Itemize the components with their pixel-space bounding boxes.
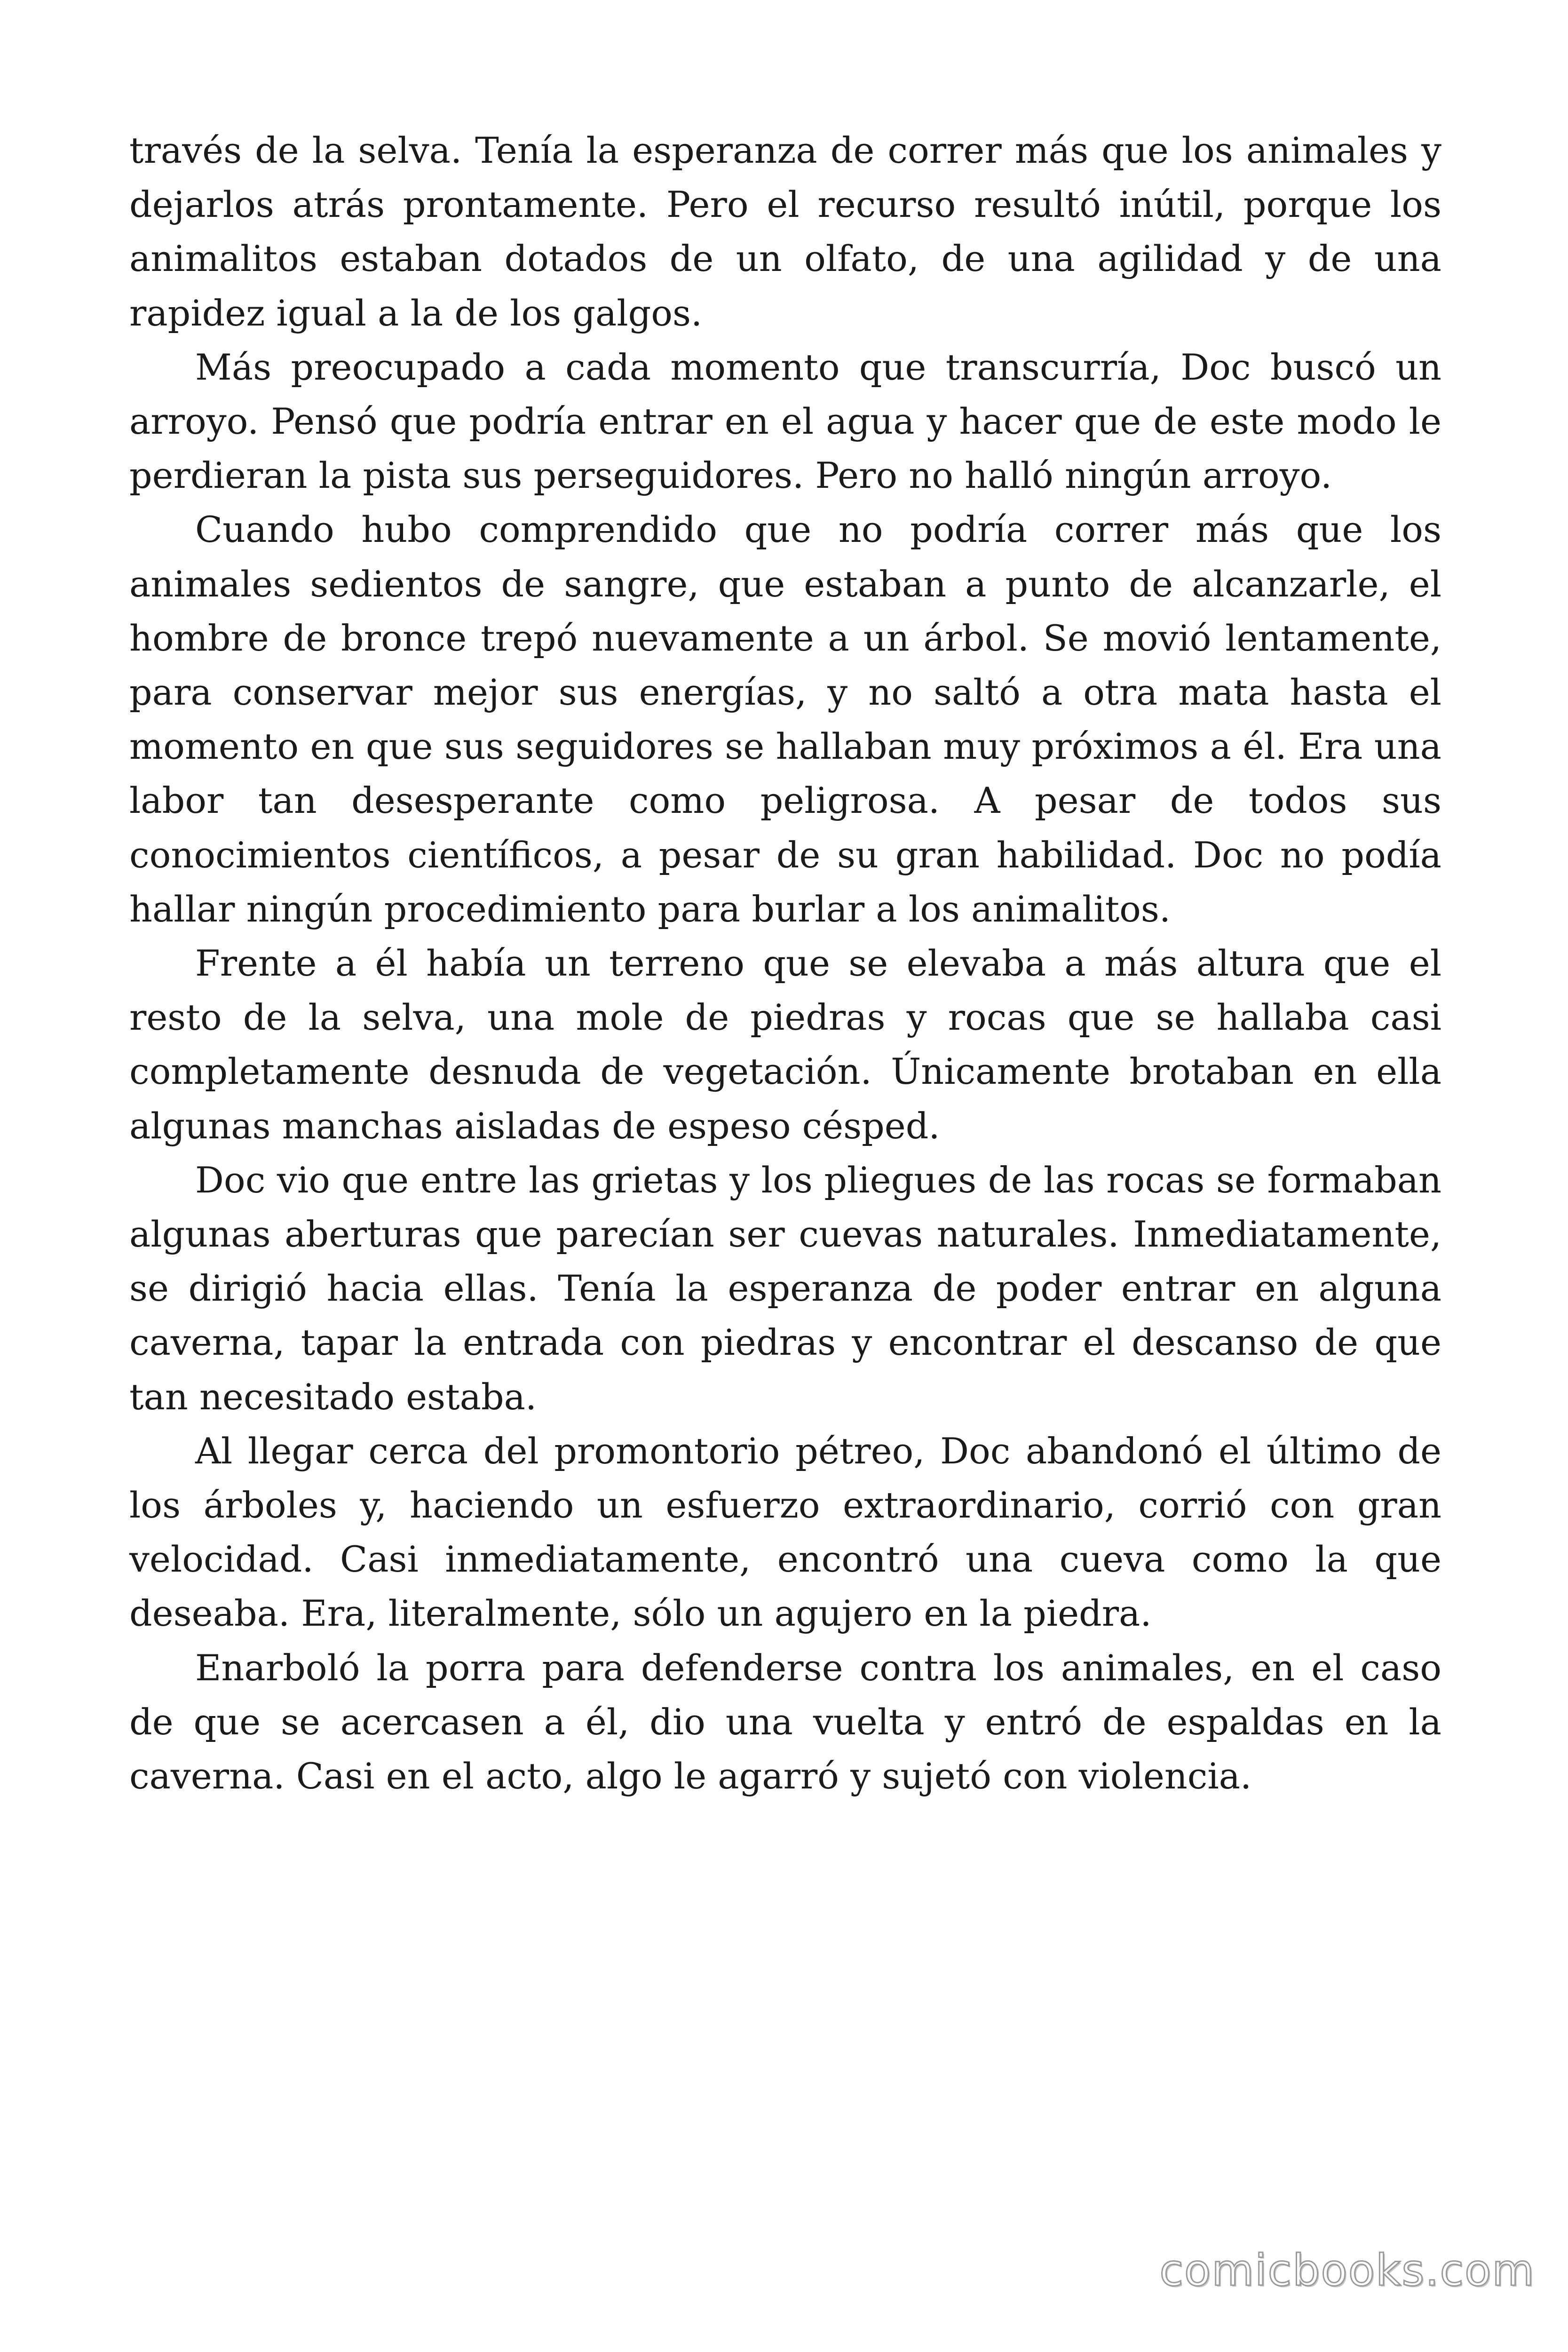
paragraph-1: través de la selva. Tenía la esperanza de correr más que los animales y dejarlos atrás prontamente. Pero el recurso resultó inútil, porque los animalitos estaban dotados de un olfato, de una agilidad y de una rapidez igual a la de los galgos. xyxy=(129,129,1441,334)
paragraph-5: Doc vio que entre las grietas y los pliegues de las rocas se formaban algunas aberturas que parecían ser cuevas naturales. Inmediatamente, se dirigió hacia ellas. Tenía la esperanza de poder entrar en alguna caverna, tapar la entrada con piedras y encontrar el descanso de que tan necesitado estaba. xyxy=(129,1159,1441,1418)
paragraph-2: Más preocupado a cada momento que transcurría, Doc buscó un arroyo. Pensó que podría entrar en el agua y hacer que de este modo le perdieran la pista sus perseguidores. Pero no halló ningún arroyo. xyxy=(129,346,1441,497)
paragraph-6: Al llegar cerca del promontorio pétreo, Doc abandonó el último de los árboles y, haciendo un esfuerzo extraordinario, corrió con gran velocidad. Casi inmediatamente, encontró una cueva como la que deseaba. Era, literalmente, sólo un agujero en la piedra. xyxy=(129,1430,1441,1635)
paragraph-3: Cuando hubo comprendido que no podría correr más que los animales sedientos de sangre, que estaban a punto de alcanzarle, el hombre de bronce trepó nuevamente a un árbol. Se movió lentamente, para conservar mejor sus energías, y no saltó a otra mata hasta el momento en que sus seguidores se hallaban muy próximos a él. Era una labor tan desesperante como peligrosa. A pesar de todos sus conocimientos científicos, a pesar de su gran habilidad. Doc no podía hallar ningún procedimiento para burlar a los animalitos. xyxy=(129,509,1441,930)
paragraph-7: Enarboló la porra para defenderse contra los animales, en el caso de que se acercasen a él, dio una vuelta y entró de espaldas en la caverna. Casi en el acto, algo le agarró y sujetó con violencia. xyxy=(129,1646,1441,1797)
page-text xyxy=(129,123,1441,1803)
watermark: comicbooks.com xyxy=(1159,2245,1535,2296)
paragraph-4: Frente a él había un terreno que se elevaba a más altura que el resto de la selva, una mole de piedras y rocas que se hallaba casi completamente desnuda de vegetación. Únicamente brotaban en ella algunas manchas aisladas de espeso césped. xyxy=(129,942,1441,1147)
